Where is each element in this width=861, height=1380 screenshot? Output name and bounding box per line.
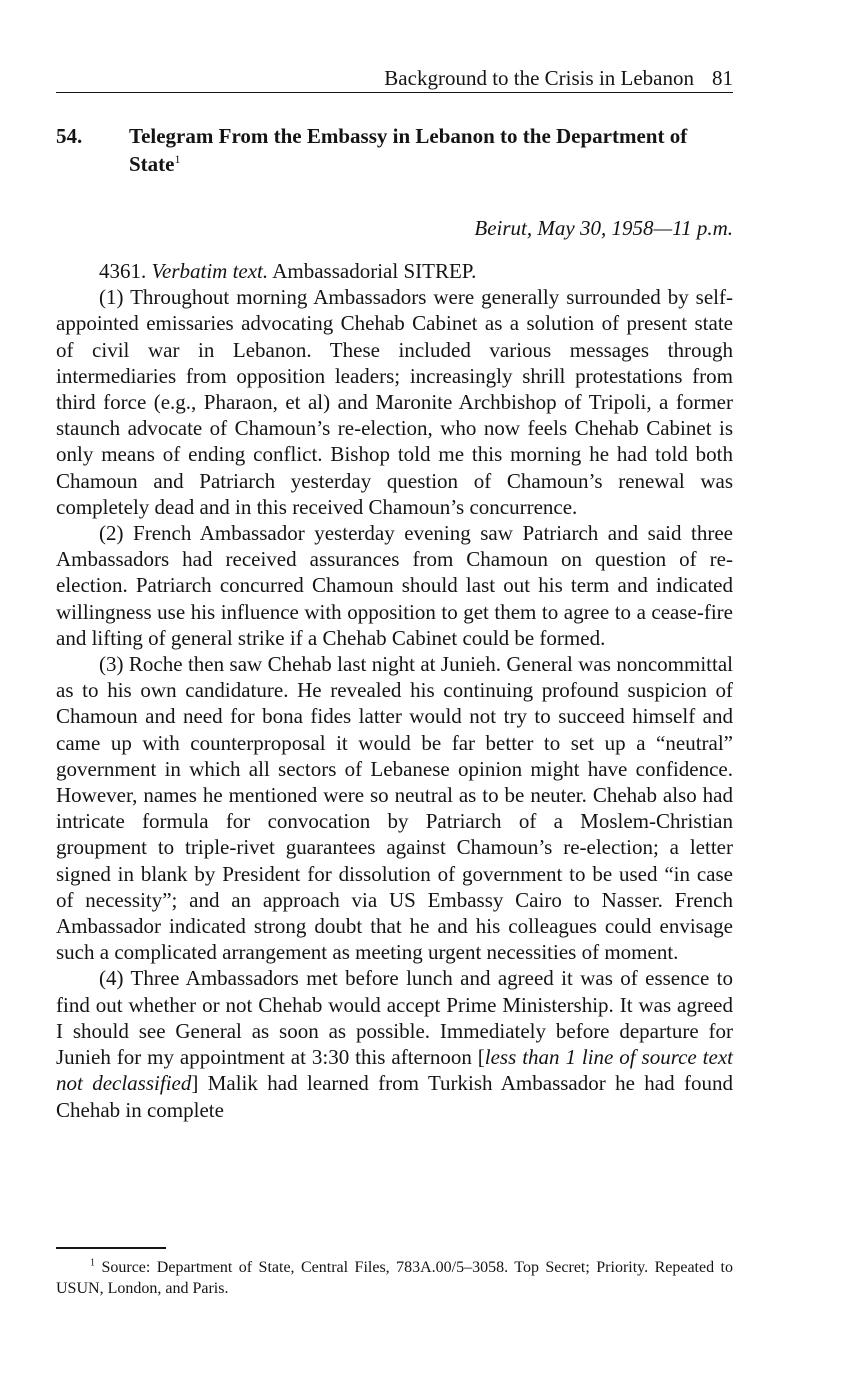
running-head-title: Background to the Crisis in Lebanon: [384, 66, 694, 90]
dateline: Beirut, May 30, 1958—11 p.m.: [474, 216, 733, 240]
document-title: [129, 122, 733, 178]
page-number: 81: [712, 66, 733, 90]
paragraph-intro: [56, 258, 733, 284]
paragraph-1: (1) Throughout morning Ambassadors were generally surrounded by self-appointed emissaries advocating Chehab Cabinet as a solution of present state of civil war in Lebanon. These included various messages through intermediaries from opposition leaders; increasingly shrill protestations from third force (e.g., Pharaon, et al) and Maronite Archbishop of Tripoli, a former staunch advocate of Chamoun’s re-election, who now feels Chehab Cabinet is only means of ending conflict. Bishop told me this morning he had told both Chamoun and Patriarch yesterday question of Chamoun’s renewal was completely dead and in this received Chamoun’s concurrence.: [56, 285, 733, 519]
paragraph-text: Ambassadorial SITREP.: [268, 259, 477, 283]
header-rule: [56, 92, 733, 93]
telegram-body: [56, 258, 733, 1123]
document-number: 54.: [56, 124, 83, 148]
running-head: [384, 64, 733, 92]
redaction-note: less than 1 line of source text not declassified: [56, 1045, 733, 1096]
paragraph-2: (2) French Ambassador yesterday evening saw Patriarch and said three Ambassadors had received assurances from Chamoun on question of re-election. Patriarch concurred Chamoun should last out his term and indicated willingness use his influence with opposition to get them to agree to a cease-fire and lifting of general strike if a Chehab Cabinet could be formed.: [56, 521, 733, 650]
verbatim-note: Verbatim text.: [151, 259, 269, 283]
paragraph-text: (4) Three Ambassadors met before lunch and agreed it was of essence to find out whether or not Chehab would accept Prime Ministership. It was agreed I should see General as soon as possible. Immediately before departure for Junieh for my appointment at 3:30 this afternoon [: [56, 966, 733, 1070]
footnote-text: Source: Department of State, Central Files, 783A.00/5–3058. Top Secret; Priority. Repeated to USUN, London, and Paris.: [56, 1259, 734, 1297]
footnote-paragraph: [56, 1258, 733, 1299]
telegram-number: 4361.: [99, 259, 152, 283]
footnote-rule: [56, 1247, 166, 1249]
footnote-reference: 1: [174, 152, 181, 166]
footnote-number: 1: [90, 1257, 95, 1269]
document-title-text: Telegram From the Embassy in Lebanon to the Department of State: [129, 124, 688, 176]
footnote: [56, 1258, 733, 1299]
paragraph-3: (3) Roche then saw Chehab last night at Junieh. General was noncommittal as to his own candidature. He revealed his continuing profound suspicion of Chamoun and need for bona fides latter would not try to succeed himself and came up with counterproposal it would be far better to set up a “neutral” government in which all sectors of Lebanese opinion might have confidence. However, names he mentioned were so neutral as to be neuter. Chehab also had intricate formula for convocation by Patriarch of a Moslem-Christian groupment to triple-rivet guarantees against Chamoun’s re-election; a letter signed in blank by President for dissolution of government to be used “in case of necessity”; and an approach via US Embassy Cairo to Nasser. French Ambassador indicated strong doubt that he and his colleagues could envisage such a complicated arrangement as meeting urgent necessities of moment.: [56, 652, 733, 965]
paragraph-4: [56, 965, 733, 1122]
paragraph-text: ] Malik had learned from Turkish Ambassador he had found Chehab in complete: [56, 1071, 733, 1122]
